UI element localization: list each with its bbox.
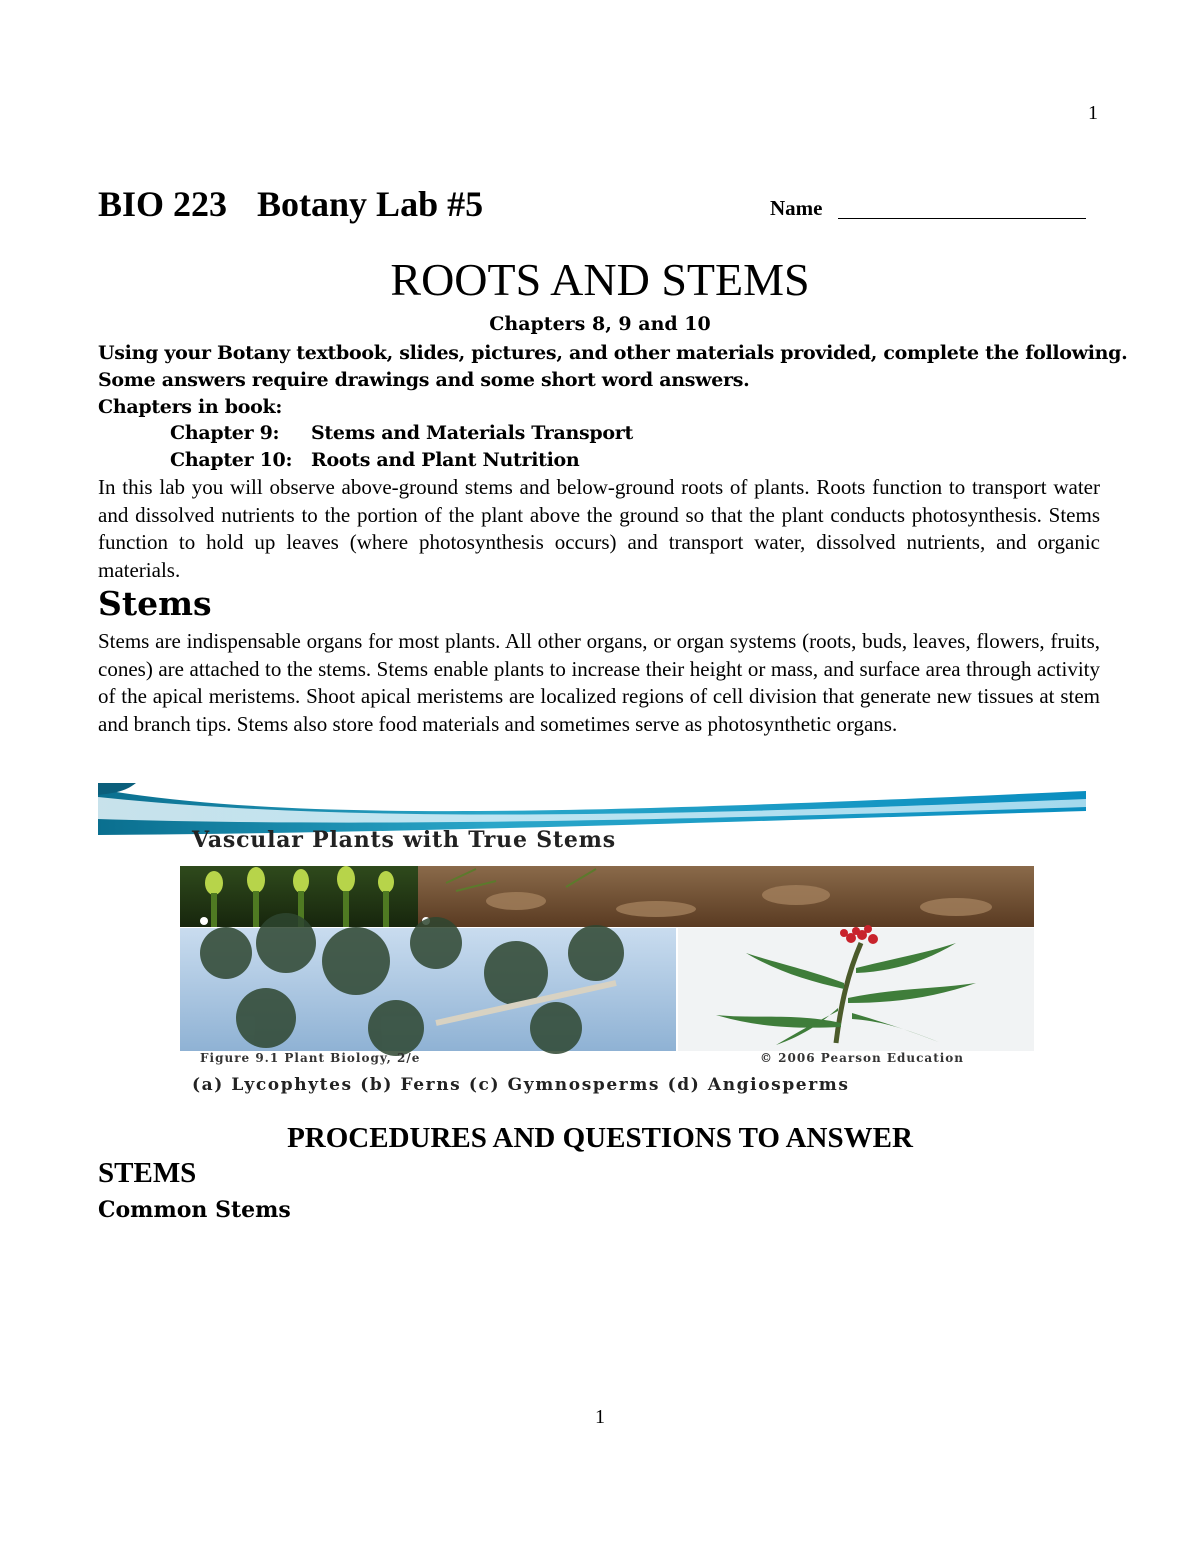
document-title: ROOTS AND STEMS [390, 254, 810, 305]
figure-source: Figure 9.1 Plant Biology, 2/e [200, 1051, 421, 1065]
chapters-subtitle: Chapters 8, 9 and 10 [489, 313, 711, 335]
chapter-list-item [170, 422, 633, 444]
chapters-in-book-heading: Chapters in book: [98, 396, 283, 418]
lab-number: Botany Lab #5 [257, 184, 484, 224]
procedures-heading: PROCEDURES AND QUESTIONS TO ANSWER [287, 1122, 913, 1154]
angiosperms-photo [678, 925, 1034, 1051]
gymnosperms-photo [180, 913, 676, 1056]
stems-paragraph: Stems are indispensable organs for most plants. All other organs, or organ systems (roots, buds, leaves, flowers, fruits, cones) are attached to the stems. Stems enable plants to increase their height or mass, and surface area through activity of the apical meristems. Shoot apical meristems are localized regions of cell division that generate new tissues at stem and branch tips. Stems also store food materials and sometimes serve as photosynthetic organs. [98, 629, 1100, 736]
stems-section-heading: STEMS [98, 1157, 197, 1189]
course-code: BIO 223 [98, 184, 228, 224]
page-number-top: 1 [1088, 102, 1098, 124]
ferns-photo [418, 866, 1034, 927]
chapter-number: Chapter 10: [170, 449, 293, 471]
chapter-title: Stems and Materials Transport [311, 422, 633, 444]
figure-copyright: © 2006 Pearson Education [760, 1051, 965, 1065]
intro-paragraph: In this lab you will observe above-ground stems and below-ground roots of plants. Roots function to transport water and dissolved nutrients to the portion of the plant above the ground so that the plant conducts photosynthesis. Stems function to hold up leaves (where photosynthesis occurs) and transport water, dissolved nutrients, and organic materials. [98, 475, 1100, 582]
name-label: Name [770, 196, 823, 220]
figure-caption: (a) Lycophytes (b) Ferns (c) Gymnosperms (d) Angiosperms [192, 1075, 850, 1095]
name-blank-line[interactable] [838, 218, 1086, 219]
figure-title: Vascular Plants with True Stems [192, 827, 616, 853]
page-number-bottom: 1 [595, 1406, 605, 1428]
stems-heading: Stems [98, 584, 212, 623]
instructions-line-1: Using your Botany textbook, slides, pictures, and other materials provided, complete the following. [98, 342, 1128, 364]
course-heading [98, 183, 483, 225]
instructions-line-2: Some answers require drawings and some short word answers. [98, 369, 750, 391]
common-stems-subheading: Common Stems [98, 1197, 291, 1223]
chapter-number: Chapter 9: [170, 422, 280, 444]
chapter-list-item [170, 449, 579, 471]
chapter-title: Roots and Plant Nutrition [311, 449, 580, 471]
